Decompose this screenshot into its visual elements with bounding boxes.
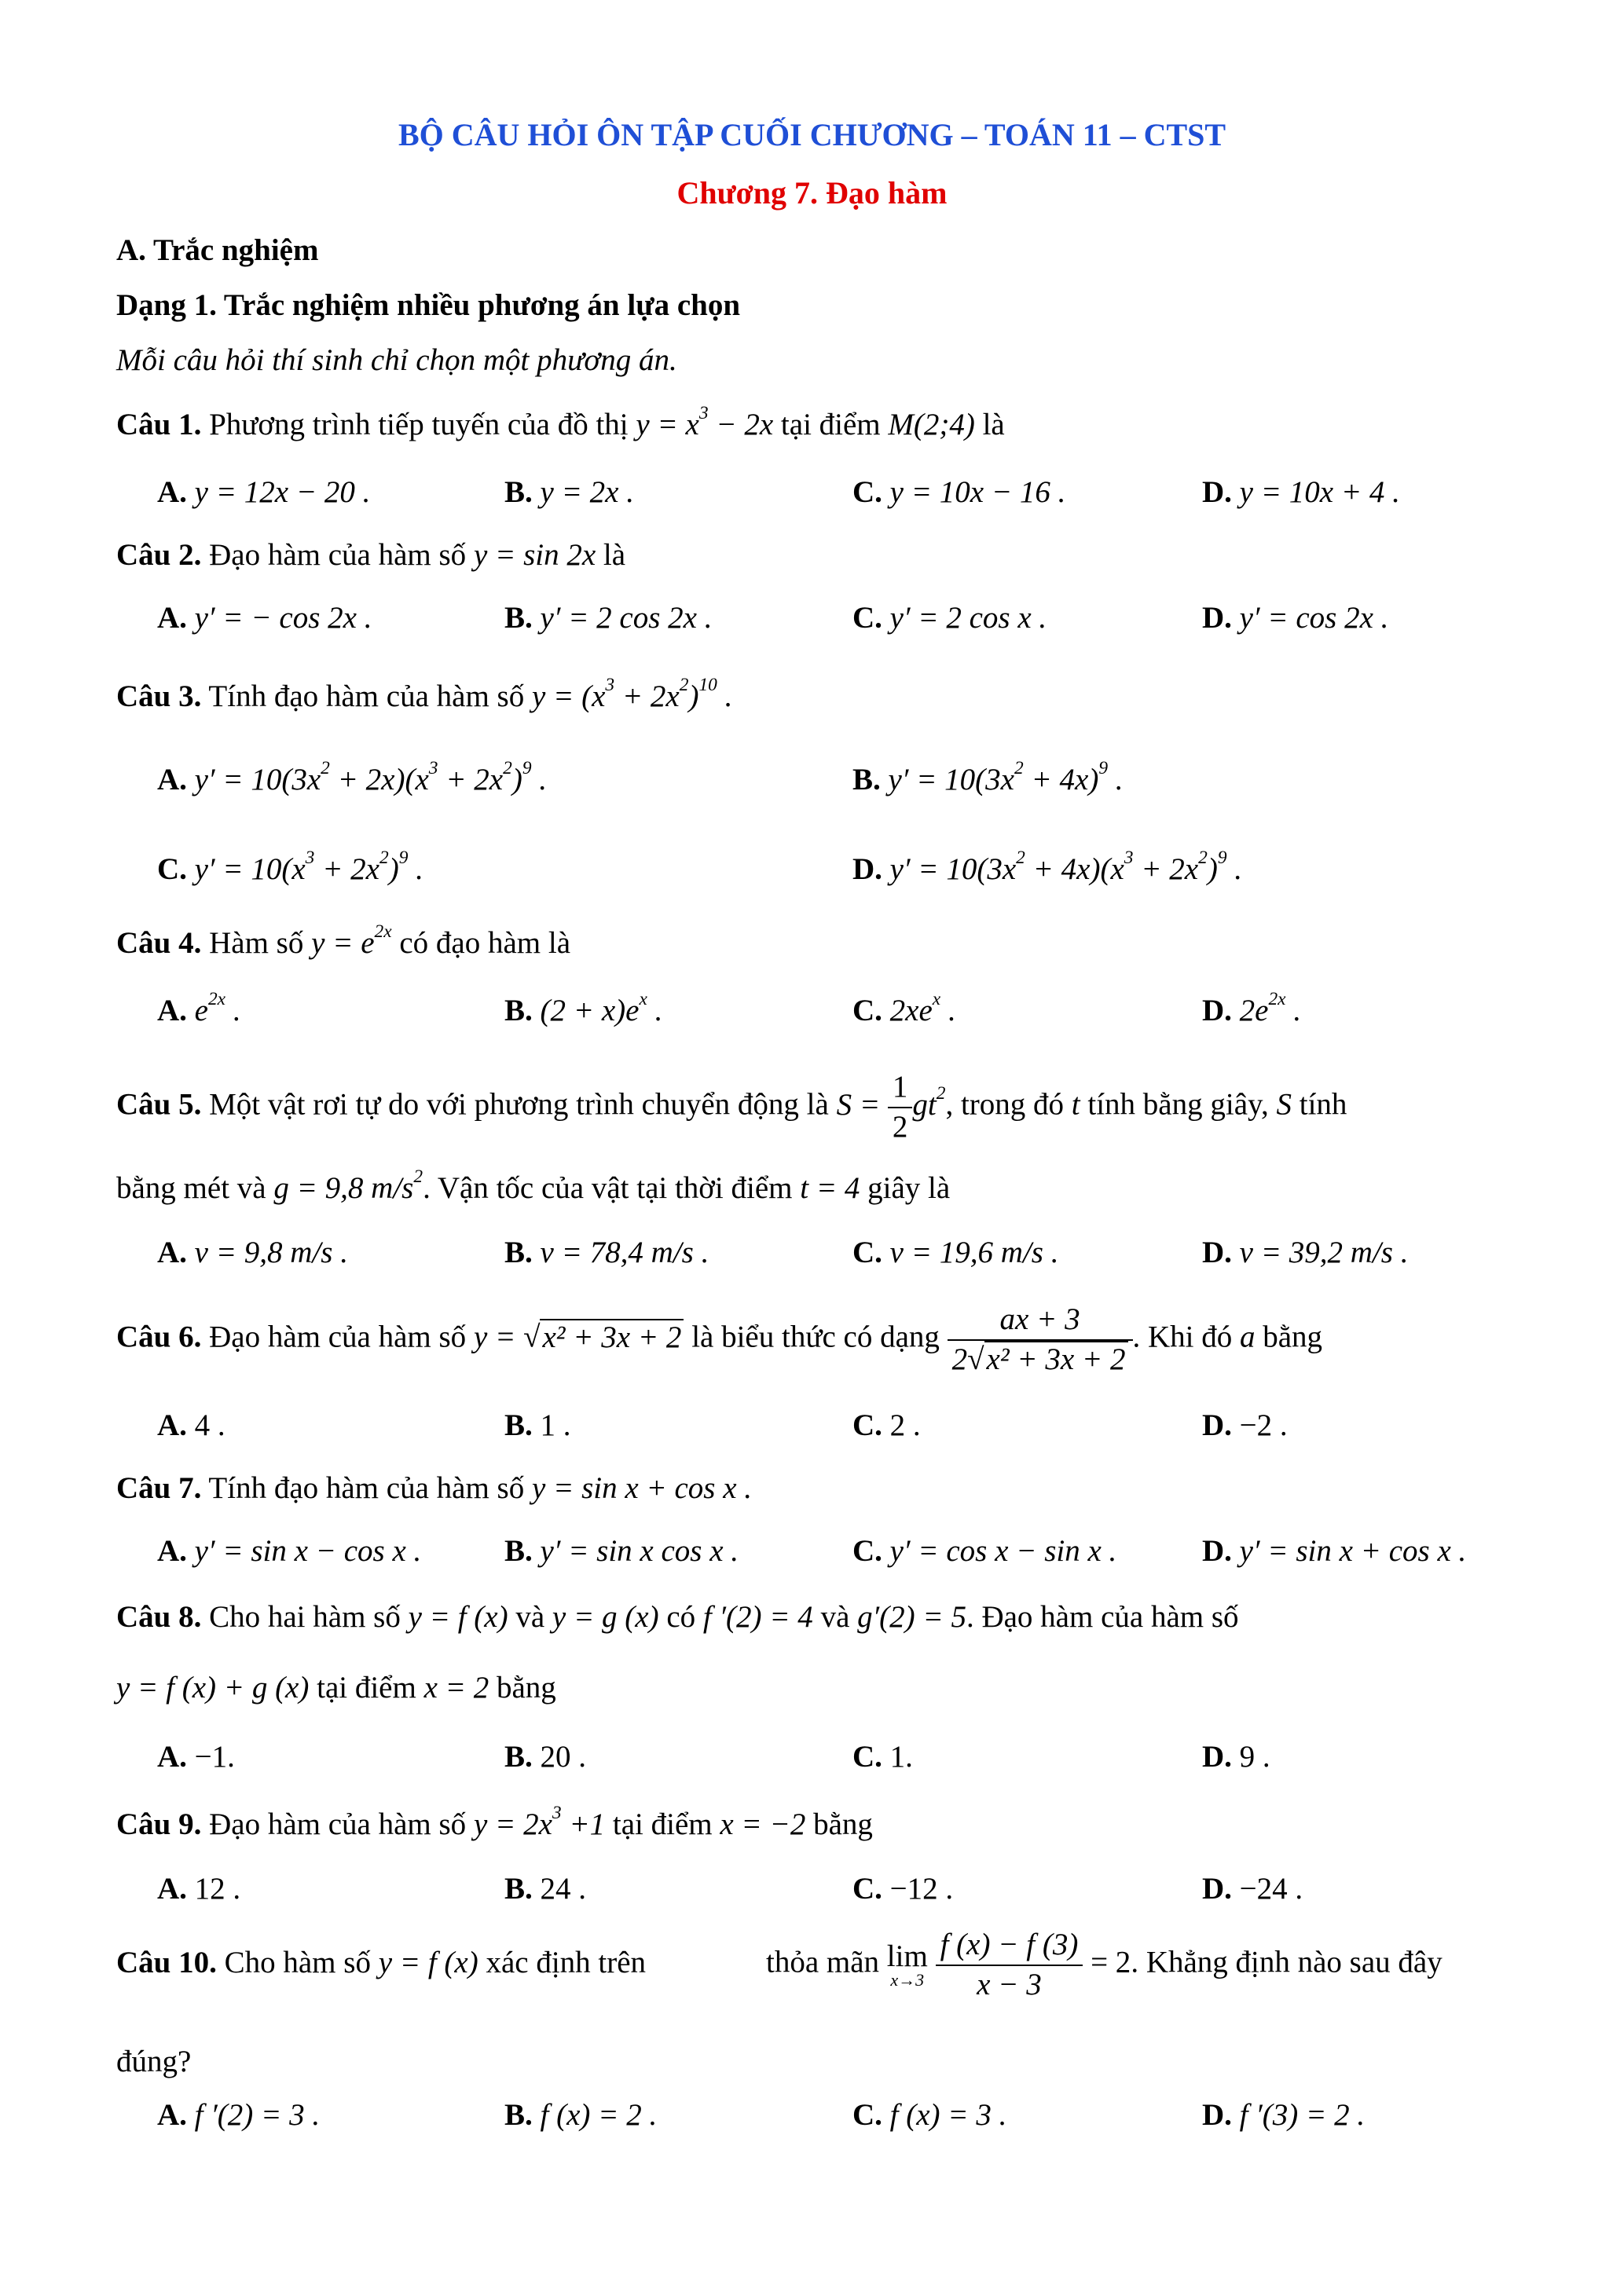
option-c[interactable]: C. y′ = 2 cos x . [852, 601, 1047, 635]
chapter-title: Chương 7. Đạo hàm [676, 175, 948, 211]
question-text: là biểu thức có dạng [684, 1320, 948, 1354]
question-label: Câu 4. [116, 926, 202, 960]
section-title: A. Trắc nghiệm [116, 233, 319, 267]
question-label: Câu 3. [116, 679, 202, 713]
question-text: Đạo hàm của hàm số [201, 1320, 474, 1354]
math: M(2;4) [888, 408, 975, 441]
question-8 [116, 1599, 1239, 1636]
math: g′(2) = 5 [857, 1600, 966, 1634]
question-6 [116, 1301, 1322, 1379]
question-text: . Đạo hàm của hàm số [966, 1600, 1239, 1634]
question-text: , trong đó [945, 1087, 1072, 1122]
question-text: xác định trên [478, 1946, 647, 1979]
question-text: bằng [1255, 1320, 1323, 1354]
math: x = 2 [423, 1671, 489, 1705]
section-instruction: Mỗi câu hỏi thí sinh chỉ chọn một phương án. [116, 343, 677, 377]
math: y = f (x) + g (x) [116, 1671, 310, 1705]
option-b[interactable]: B. 20 . [504, 1740, 587, 1774]
question-5 [116, 1068, 1347, 1147]
math: $y = 2x^3 +1$ [473, 1803, 606, 1841]
option-a[interactable]: A. $y' = 10(3x^2 + 2x)(x^3 + 2x^2)^9$ . [157, 758, 548, 796]
option-b[interactable]: B. 1 . [504, 1408, 571, 1442]
question-label: Câu 9. [116, 1807, 202, 1841]
option-b[interactable]: B. $y' = 10(3x^2 + 4x)^9$ . [852, 758, 1124, 796]
math: y = f (x) [408, 1600, 508, 1634]
option-d[interactable]: D. f ′(3) = 2 . [1202, 2098, 1366, 2132]
question-label: Câu 10. [116, 1946, 217, 1979]
option-a[interactable]: A. 4 . [157, 1408, 225, 1442]
question-text: Tính đạo hàm của hàm số [201, 1471, 532, 1505]
question-text: là [974, 408, 1005, 441]
option-d[interactable]: D. 9 . [1202, 1740, 1270, 1774]
option-d[interactable]: D. y′ = sin x + cos x . [1202, 1534, 1467, 1568]
question-label: Câu 6. [116, 1320, 202, 1354]
question-label: Câu 1. [116, 408, 202, 441]
question-text: Cho hàm số [216, 1946, 379, 1979]
option-b[interactable]: B. v = 78,4 m/s . [504, 1236, 709, 1269]
question-4 [116, 921, 571, 962]
option-d[interactable]: D. v = 39,2 m/s . [1202, 1236, 1409, 1269]
option-b[interactable]: B. 24 . [504, 1872, 587, 1906]
math: a [1240, 1320, 1256, 1354]
math-fraction: $\frac{ax + 3}{\text{2√x² + 3x + 2}}$ [948, 1301, 1133, 1379]
option-c[interactable]: C. y = 10x − 16 . [852, 475, 1066, 509]
limit-operator: lim x→3 [886, 1939, 928, 1990]
question-text: Phương trình tiếp tuyến của đồ thị [201, 408, 636, 441]
option-a[interactable]: A. y = 12x − 20 . [157, 475, 371, 509]
option-a[interactable]: A. 12 . [157, 1872, 241, 1906]
question-label: Câu 7. [116, 1471, 202, 1505]
math: y = √x² + 3x + 2 [474, 1319, 684, 1354]
question-text: Cho hai hàm số [201, 1600, 409, 1634]
option-b[interactable]: B. y′ = 2 cos 2x . [504, 601, 713, 635]
math: g = 9,8 $m/s^2$ [273, 1166, 423, 1205]
question-label: Câu 8. [116, 1600, 202, 1634]
math: f ′(2) = 4 [702, 1600, 813, 1634]
option-c[interactable]: C. 2 . [852, 1408, 921, 1442]
question-text: Hàm số [201, 926, 312, 960]
math: y = sin 2x [473, 538, 596, 572]
question-10 [116, 1945, 646, 1982]
option-b[interactable]: B. y′ = sin x cos x . [504, 1534, 739, 1568]
option-c[interactable]: C. f (x) = 3 . [852, 2098, 1007, 2132]
math: t = 4 [800, 1171, 860, 1205]
option-d[interactable]: D. −24 . [1202, 1872, 1303, 1906]
option-b[interactable]: B. f (x) = 2 . [504, 2098, 658, 2132]
option-d[interactable]: D. $2e^{2x}$ . [1202, 989, 1302, 1027]
section-subtitle: Dạng 1. Trắc nghiệm nhiều phương án lựa chọn [116, 288, 741, 322]
question-text: bằng mét và [116, 1171, 274, 1205]
option-a[interactable]: A. y′ = sin x − cos x . [157, 1534, 422, 1568]
question-7 [116, 1470, 752, 1507]
math-fraction: $\frac{f (x) - f (3)}{x - 3}$ [936, 1926, 1083, 2005]
option-a[interactable]: A. −1. [157, 1740, 235, 1774]
question-text: . Vận tốc của vật tại thời điểm [423, 1171, 801, 1205]
option-a[interactable]: A. f ′(2) = 3 . [157, 2098, 321, 2132]
question-text: Đạo hàm của hàm số [201, 538, 474, 572]
option-a[interactable]: A. y′ = − cos 2x . [157, 601, 372, 635]
option-c[interactable]: C. $2xe^x$ . [852, 989, 956, 1027]
question-text: . Khẳng định nào sau đây [1131, 1945, 1443, 1979]
option-c[interactable]: C. $y' = 10(x^3 + 2x^2)^9$ . [157, 848, 423, 886]
question-text: tại điểm [309, 1671, 424, 1705]
question-text: thỏa mãn [766, 1945, 887, 1979]
question-3 [116, 675, 733, 716]
option-c[interactable]: C. −12 . [852, 1872, 954, 1906]
question-text: có [658, 1600, 703, 1634]
question-10-limit [766, 1926, 1443, 2005]
question-text: tại điểm [605, 1807, 720, 1841]
question-text: bằng [489, 1671, 556, 1705]
math: $y = (x^3 + 2x^2)^{10}$ . [531, 675, 733, 713]
question-text: tính bằng giây, [1080, 1087, 1277, 1122]
question-text: tại điểm [773, 408, 889, 441]
question-10-line-2: đúng? [116, 2045, 192, 2078]
math: = 2 [1091, 1945, 1131, 1979]
question-5-line-2 [116, 1166, 951, 1207]
question-text: có đạo hàm là [391, 926, 571, 960]
option-b[interactable]: B. $(2 + x)e^x$ . [504, 989, 663, 1027]
option-c[interactable]: C. 1. [852, 1740, 913, 1774]
option-d[interactable]: D. y = 10x + 4 . [1202, 475, 1400, 509]
option-a[interactable]: A. $e^{2x}$ . [157, 989, 241, 1027]
question-text: giây là [860, 1171, 951, 1205]
math: S [1276, 1087, 1292, 1122]
math: y = sin x + cos x . [531, 1471, 753, 1505]
math: x = −2 [720, 1807, 806, 1841]
document-title: BỘ CÂU HỎI ÔN TẬP CUỐI CHƯƠNG – TOÁN 11 – CTST [398, 117, 1226, 152]
question-text: bằng [805, 1807, 873, 1841]
question-text: là [596, 538, 626, 572]
question-text: và [508, 1600, 552, 1634]
math: $y = e^{2x}$ [311, 921, 392, 960]
question-8-line-2 [116, 1670, 556, 1707]
math: t [1071, 1087, 1080, 1122]
option-c[interactable]: C. v = 19,6 m/s . [852, 1236, 1059, 1269]
question-text: và [812, 1600, 858, 1634]
option-d[interactable]: D. −2 . [1202, 1408, 1288, 1442]
option-d[interactable]: D. $y' = 10(3x^2 + 4x)(x^3 + 2x^2)^9$ . [852, 848, 1243, 886]
question-text: tính [1291, 1087, 1347, 1122]
math: y = g (x) [552, 1600, 659, 1634]
question-text: . Khi đó [1132, 1320, 1240, 1354]
option-b[interactable]: B. y = 2x . [504, 475, 634, 509]
question-text: Tính đạo hàm của hàm số [201, 679, 532, 713]
option-c[interactable]: C. y′ = cos x − sin x . [852, 1534, 1117, 1568]
option-a[interactable]: A. v = 9,8 m/s . [157, 1236, 348, 1269]
question-text: Một vật rơi tự do với phương trình chuyển động là [201, 1087, 837, 1122]
math: $y = x^3 - 2x$ [636, 403, 774, 441]
option-d[interactable]: D. y′ = cos 2x . [1202, 601, 1389, 635]
math: S = $\frac{1}{2}$ $gt^2$ [837, 1088, 946, 1122]
question-1 [116, 403, 1005, 444]
question-text: Đạo hàm của hàm số [201, 1807, 474, 1841]
math: y = f (x) [378, 1946, 478, 1979]
question-2 [116, 537, 625, 574]
question-9 [116, 1803, 873, 1844]
question-label: Câu 5. [116, 1087, 202, 1122]
question-label: Câu 2. [116, 538, 202, 572]
